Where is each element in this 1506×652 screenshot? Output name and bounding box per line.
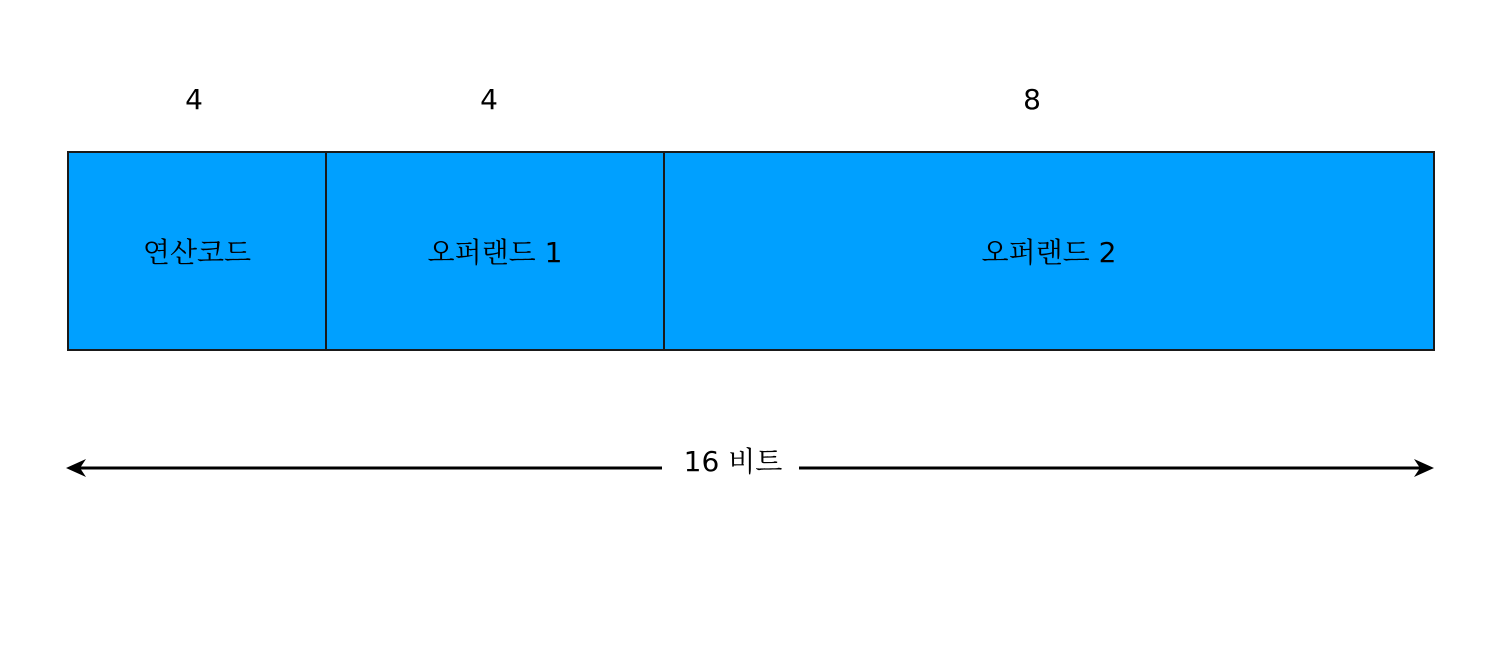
field-operand-1: [325, 151, 665, 351]
field-opcode: [67, 151, 327, 351]
field-opcode-label: 연산코드: [142, 236, 252, 269]
field-operand-2: [663, 151, 1435, 351]
field-operand-1-label: 오퍼랜드 1: [427, 236, 563, 269]
bit-width-operand-2: 8: [1023, 83, 1041, 116]
total-bits-label: 16 비트: [674, 444, 793, 480]
bit-width-operand-1: 4: [480, 83, 498, 116]
field-operand-2-label: 오퍼랜드 2: [981, 236, 1117, 269]
bit-width-opcode: 4: [185, 83, 203, 116]
